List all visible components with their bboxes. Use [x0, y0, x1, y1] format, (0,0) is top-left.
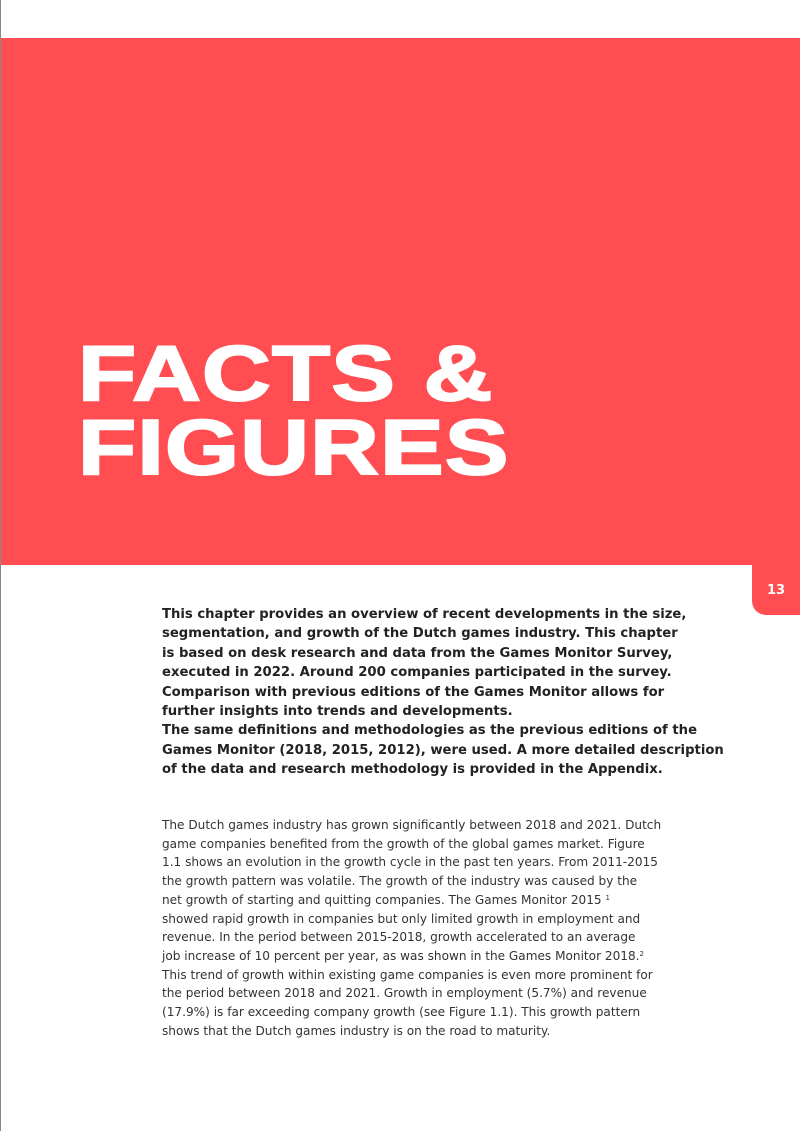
intro-line: is based on desk research and data from the Games Monitor Survey,: [162, 645, 673, 661]
page-number: 13: [766, 582, 786, 598]
body-line: showed rapid growth in companies but only limited growth in employment and: [162, 911, 641, 926]
body-line-text: net growth of starting and quitting companies. The Games Monitor 2015: [162, 892, 602, 907]
body-line: (17.9%) is far exceeding company growth (see Figure 1.1). This growth pattern: [162, 1005, 641, 1020]
intro-paragraph: [162, 605, 724, 780]
footnote-ref[interactable]: 1: [605, 893, 610, 902]
chapter-title: [78, 329, 510, 491]
body-line: The Dutch games industry has grown significantly between 2018 and 2021. Dutch: [162, 818, 662, 832]
page-number-tab: [752, 565, 800, 615]
body-line: [162, 947, 661, 966]
intro-line: The same definitions and methodologies as the previous editions of the: [162, 723, 698, 739]
body-line: revenue. In the period between 2015-2018, growth accelerated to an average: [162, 930, 636, 945]
footnote-ref[interactable]: 2: [639, 949, 644, 958]
body-line: shows that the Dutch games industry is on the road to maturity.: [162, 1023, 551, 1038]
body-line: the period between 2018 and 2021. Growth in employment (5.7%) and revenue: [162, 986, 647, 1001]
body-line: the growth pattern was volatile. The growth of the industry was caused by the: [162, 874, 638, 889]
intro-line: further insights into trends and developments.: [162, 704, 513, 720]
body-paragraph: [162, 816, 661, 1040]
intro-line: Games Monitor (2018, 2015, 2012), were used. A more detailed description: [162, 742, 724, 758]
body-line: 1.1 shows an evolution in the growth cycle in the past ten years. From 2011-2015: [162, 855, 658, 870]
intro-line: Comparison with previous editions of the Games Monitor allows for: [162, 684, 665, 700]
intro-line: This chapter provides an overview of recent developments in the size,: [162, 607, 687, 622]
chapter-title-line-2: FIGURES: [78, 403, 510, 491]
intro-line: segmentation, and growth of the Dutch games industry. This chapter: [162, 626, 678, 642]
intro-line: of the data and research methodology is provided in the Appendix.: [162, 762, 663, 778]
intro-line: executed in 2022. Around 200 companies participated in the survey.: [162, 665, 672, 681]
body-line: game companies benefited from the growth of the global games market. Figure: [162, 836, 645, 851]
body-line-text: job increase of 10 percent per year, as was shown in the Games Monitor 2018.: [162, 948, 640, 963]
body-line: [162, 891, 661, 910]
body-line: This trend of growth within existing game companies is even more prominent for: [162, 967, 653, 982]
chapter-title-line-1: FACTS &: [78, 329, 494, 417]
